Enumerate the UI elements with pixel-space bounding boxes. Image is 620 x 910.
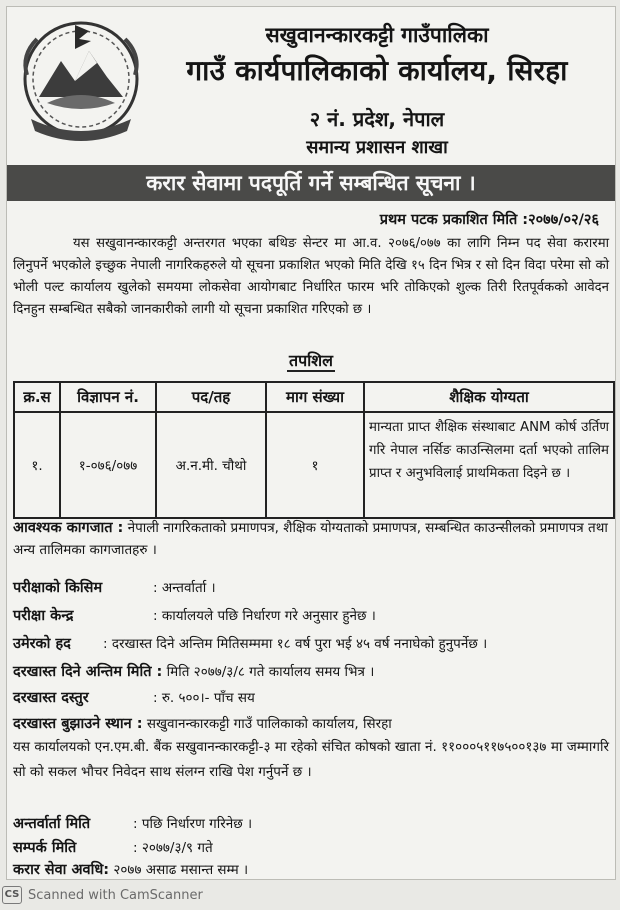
scanner-watermark [2,884,203,906]
required-documents-label: आवश्यक कागजात : [13,520,124,536]
application-deadline-value: मिति २०७७/३/८ गते कार्यालय समय भित्र । [166,664,375,680]
exam-center-value: : कार्यालयले पछि निर्धारण गरे अनुसार हुनेछ । [153,608,376,624]
application-fee-label: दरखास्त दस्तुर [13,690,89,706]
table-header-row [14,382,614,412]
interview-date [13,813,609,835]
exam-type-label: परीक्षाको किसिम [13,580,103,596]
contact-date-label: सम्पर्क मिति [13,840,77,856]
details-heading-text: तपशिल [288,351,334,370]
exam-type [13,577,609,599]
col-header-qualification: शैक्षिक योग्यता [364,382,614,412]
contract-duration [13,859,609,881]
required-documents [13,517,609,561]
application-fee [13,687,609,709]
exam-type-value: : अन्तर्वार्ता । [153,580,216,596]
government-emblem-icon [17,15,145,147]
vacancy-table [13,381,615,519]
application-deadline-label: दरखास्त दिने अन्तिम मिति : [13,664,163,680]
application-fee-value: : रु. ५००।- पाँच सय [153,690,255,706]
municipality-name: सखुवानन्कारकट्टी गाउँपालिका [265,23,489,47]
submission-place-value: सखुवानन्कारकट्टी गाउँ पालिकाको कार्यालय, सिरहा [146,716,392,732]
age-limit-value: : दरखास्त दिने अन्तिम मितिसम्ममा १८ वर्ष पुरा भई ४५ वर्ष ननाघेको हुनुपर्नेछ । [103,636,488,652]
notice-title-banner: करार सेवामा पदपूर्ति गर्ने सम्बन्धित सूचना । [7,165,615,201]
contract-duration-value: २०७७ असाढ मसान्त सम्म । [113,862,249,878]
notice-sheet [6,6,616,880]
col-header-demand: माग संख्या [266,382,364,412]
cell-ad-no: १-०७६/०७७ [60,412,156,518]
branch-name: समान्य प्रशासन शाखा [306,137,448,158]
col-header-post: पद/तह [156,382,266,412]
office-name: गाउँ कार्यपालिकाको कार्यालय, सिरहा [186,54,568,87]
age-limit [13,633,609,655]
interview-date-label: अन्तर्वार्ता मिति [13,816,91,832]
cell-post: अ.न.मी. चौथो [156,412,266,518]
cell-sn: १. [14,412,60,518]
exam-center [13,605,609,627]
notice-body-paragraph: यस सखुवानन्कारकट्टी अन्तरगत भएका बथिङ सेन्टर मा आ.व. २०७६/०७७ का लागि निम्न पद सेवा करारमा लिनुपर्ने भएकोले इच्छुक नेपाली नागरिकहरुले यो सूचना प्रकाशित भएको मिति देखि १५ दिन भित्र र सो दिन विदा परेमा सो को भोली पल्ट कार्यालय खुलेको समयमा लोकसेवा आयोगबाट निर्धारित फारम भरि तोकिएको शुल्क तिरी रितपूर्वकको आवेदन दिनहुन सम्बन्धित सबैको जानकारीको लागी यो सूचना प्रकाशित गरिएको छ । [13,236,609,317]
bank-deposit-note: यस कार्यालयको एन.एम.बी. बैंक सखुवानन्कारकट्टी-३ मा रहेको संचित कोषको खाता नं. ११०००५११७५००१३७ मा जम्मागरि सो को सकल भौचर निवेदन साथ संलग्न राखि पेश गर्नुपर्ने छ । [13,739,609,780]
col-header-ad-no: विज्ञापन नं. [60,382,156,412]
contact-date [13,837,609,859]
submission-place [13,713,609,735]
application-deadline [13,661,609,683]
contract-duration-label: करार सेवा अवधि: [13,862,110,878]
age-limit-label: उमेरको हद [13,636,71,652]
submission-place-label: दरखास्त बुझाउने स्थान : [13,716,143,732]
cell-qualification: मान्यता प्राप्त शैक्षिक संस्थाबाट ANM कोर्ष उर्तिण गरि नेपाल नर्सिङ काउन्सिलमा दर्ता भएको तालिम प्राप्त र अनुभविलाई प्राथमिकता दिइने छ । [364,412,614,518]
cell-demand: १ [266,412,364,518]
interview-date-value: : पछि निर्धारण गरिनेछ । [133,816,253,832]
details-heading [7,349,615,371]
required-documents-value: नेपाली नागरिकताको प्रमाणपत्र, शैक्षिक योग्यताको प्रमाणपत्र, सम्बन्धित काउन्सीलको प्रमाणपत्र तथा अन्य तालिमका कागजातहरु । [13,520,608,558]
province-name: २ नं. प्रदेश, नेपाल [309,107,445,131]
table-row [14,412,614,518]
exam-center-label: परीक्षा केन्द्र [13,608,74,624]
scanner-watermark-text: Scanned with CamScanner [28,887,203,903]
contact-date-value: : २०७७/३/९ गते [133,840,213,856]
camscanner-logo-icon: CS [2,886,22,904]
col-header-sn: क्र.स [14,382,60,412]
publication-date: प्रथम पटक प्रकाशित मिति :२०७७/०२/२६ [379,212,599,228]
